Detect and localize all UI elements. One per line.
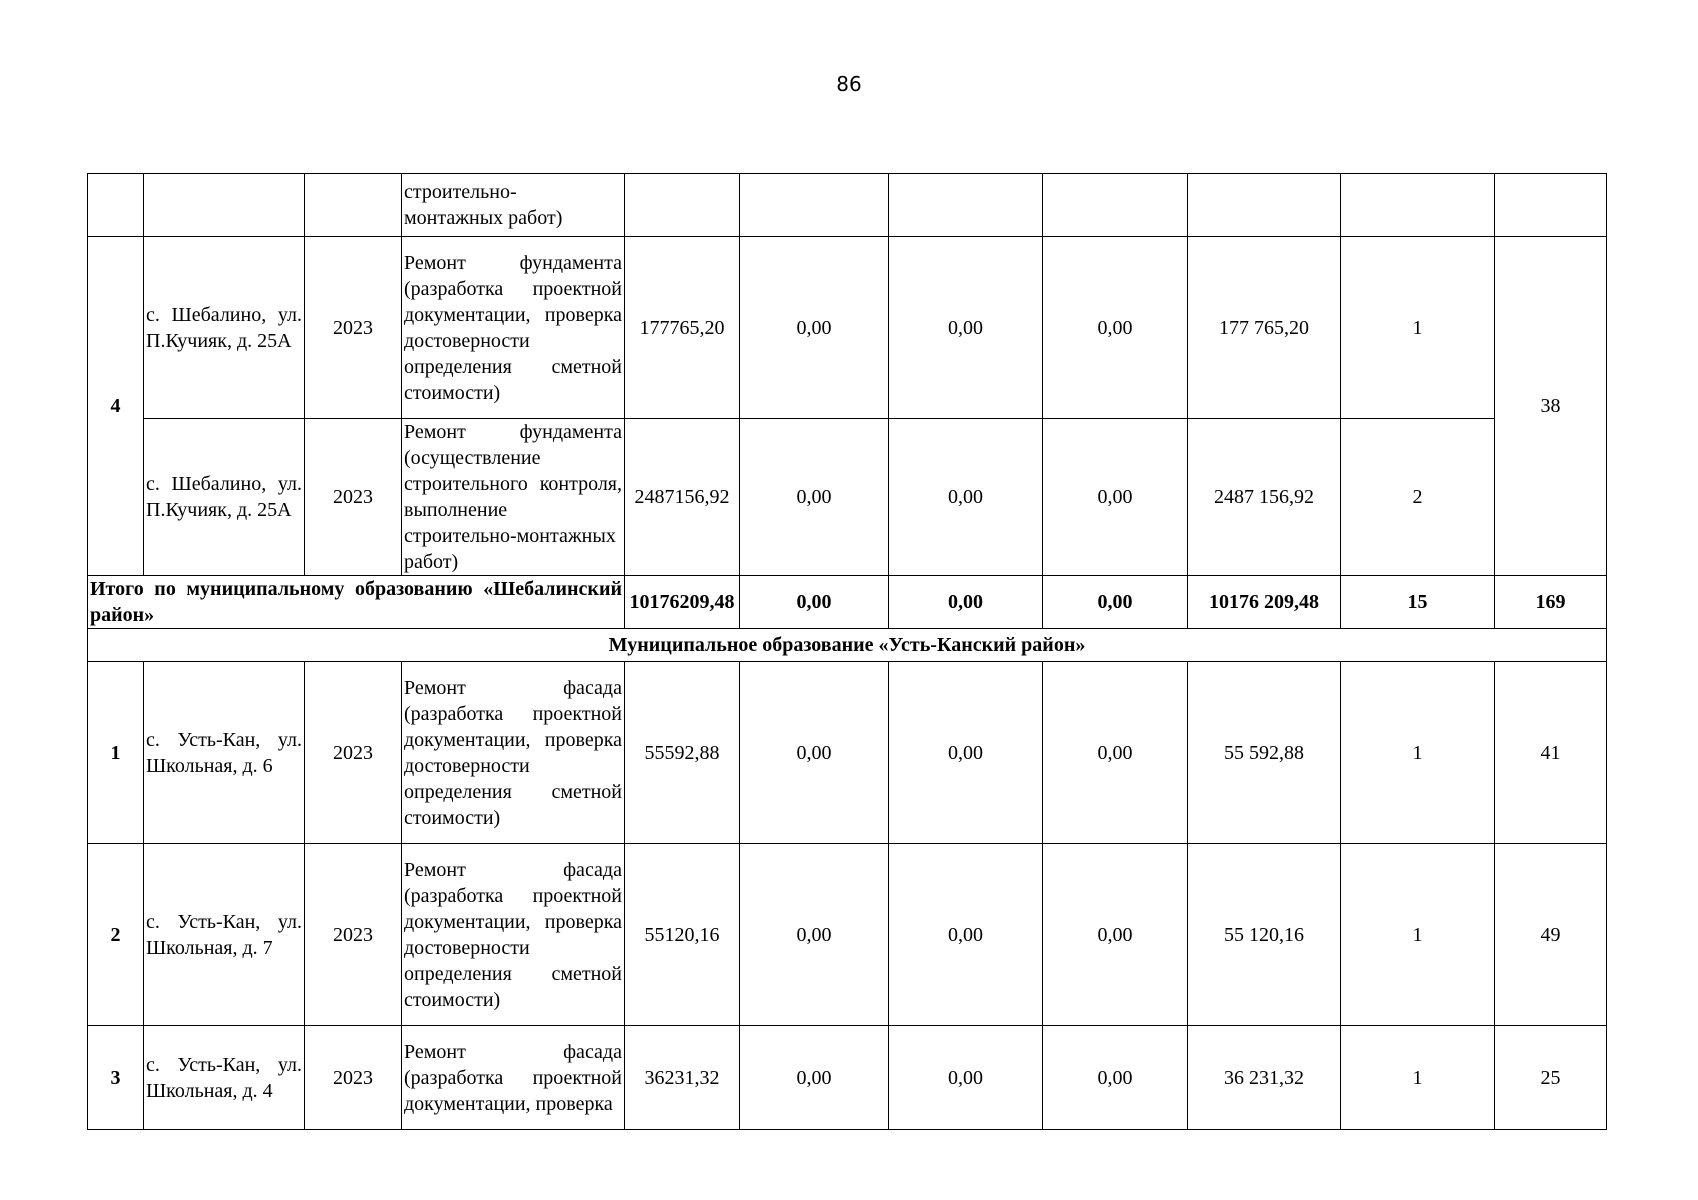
cell-count: 2 bbox=[1341, 419, 1495, 576]
row-index: 3 bbox=[88, 1026, 144, 1130]
cell-owners bbox=[1188, 174, 1341, 237]
total-regional: 0,00 bbox=[889, 576, 1043, 629]
cell-cost: 2487156,92 bbox=[625, 419, 740, 576]
cell-houses bbox=[1495, 174, 1607, 237]
cell-owners: 55 592,88 bbox=[1188, 662, 1341, 844]
cell-count: 1 bbox=[1341, 237, 1495, 419]
cell-owners: 55 120,16 bbox=[1188, 844, 1341, 1026]
cell-work: Ремонт фасада (разработка проектной документации, проверка достоверности определения сметной стоимости) bbox=[402, 844, 625, 1026]
cell-count: 1 bbox=[1341, 1026, 1495, 1130]
table-row bbox=[88, 844, 1607, 1026]
cell-regional: 0,00 bbox=[889, 237, 1043, 419]
cell-owners: 177 765,20 bbox=[1188, 237, 1341, 419]
section-title: Муниципальное образование «Усть-Канский район» bbox=[88, 629, 1607, 662]
cell-fund: 0,00 bbox=[740, 419, 889, 576]
cell-houses: 38 bbox=[1495, 237, 1607, 576]
total-fund: 0,00 bbox=[740, 576, 889, 629]
section-header-row bbox=[88, 629, 1607, 662]
cell-local: 0,00 bbox=[1043, 237, 1188, 419]
cell-local: 0,00 bbox=[1043, 419, 1188, 576]
cell-fund bbox=[740, 174, 889, 237]
total-cost: 10176209,48 bbox=[625, 576, 740, 629]
cell-address bbox=[144, 174, 305, 237]
table-row bbox=[88, 1026, 1607, 1130]
cell-cost: 55120,16 bbox=[625, 844, 740, 1026]
row-index: 1 bbox=[88, 662, 144, 844]
page-number: 86 bbox=[836, 72, 862, 96]
cell-address: с. Усть-Кан, ул. Школьная, д. 6 bbox=[144, 662, 305, 844]
table-row bbox=[88, 237, 1607, 419]
cell-fund: 0,00 bbox=[740, 237, 889, 419]
table-row-continuation bbox=[88, 174, 1607, 237]
cell-fund: 0,00 bbox=[740, 662, 889, 844]
cell-local: 0,00 bbox=[1043, 844, 1188, 1026]
table-row bbox=[88, 419, 1607, 576]
cell-cost: 36231,32 bbox=[625, 1026, 740, 1130]
cell-index bbox=[88, 174, 144, 237]
cell-fund: 0,00 bbox=[740, 844, 889, 1026]
cell-local bbox=[1043, 174, 1188, 237]
cell-year: 2023 bbox=[305, 1026, 402, 1130]
cell-count: 1 bbox=[1341, 662, 1495, 844]
cell-work: Ремонт фундамента (осуществление строительного контроля, выполнение строительно-монтажных работ) bbox=[402, 419, 625, 576]
cell-year bbox=[305, 174, 402, 237]
cell-work: Ремонт фасада (разработка проектной документации, проверка bbox=[402, 1026, 625, 1130]
cell-year: 2023 bbox=[305, 237, 402, 419]
cell-houses: 41 bbox=[1495, 662, 1607, 844]
cell-work: строительно- монтажных работ) bbox=[402, 174, 625, 237]
cell-regional bbox=[889, 174, 1043, 237]
table-row bbox=[88, 662, 1607, 844]
cell-cost: 55592,88 bbox=[625, 662, 740, 844]
cell-work: Ремонт фундамента (разработка проектной документации, проверка достоверности определения сметной стоимости) bbox=[402, 237, 625, 419]
cell-year: 2023 bbox=[305, 844, 402, 1026]
cell-owners: 2487 156,92 bbox=[1188, 419, 1341, 576]
total-houses: 169 bbox=[1495, 576, 1607, 629]
cell-year: 2023 bbox=[305, 662, 402, 844]
cell-local: 0,00 bbox=[1043, 662, 1188, 844]
cell-regional: 0,00 bbox=[889, 419, 1043, 576]
cell-count: 1 bbox=[1341, 844, 1495, 1026]
cell-cost: 177765,20 bbox=[625, 237, 740, 419]
cell-count bbox=[1341, 174, 1495, 237]
cell-work: Ремонт фасада (разработка проектной документации, проверка достоверности определения сметной стоимости) bbox=[402, 662, 625, 844]
cell-address: с. Усть-Кан, ул. Школьная, д. 4 bbox=[144, 1026, 305, 1130]
cell-address: с. Шебалино, ул. П.Кучияк, д. 25А bbox=[144, 237, 305, 419]
cell-regional: 0,00 bbox=[889, 662, 1043, 844]
cell-fund: 0,00 bbox=[740, 1026, 889, 1130]
cell-regional: 0,00 bbox=[889, 844, 1043, 1026]
row-index: 4 bbox=[88, 237, 144, 576]
cell-houses: 49 bbox=[1495, 844, 1607, 1026]
cell-regional: 0,00 bbox=[889, 1026, 1043, 1130]
total-owners: 10176 209,48 bbox=[1188, 576, 1341, 629]
cell-cost bbox=[625, 174, 740, 237]
row-index: 2 bbox=[88, 844, 144, 1026]
cell-owners: 36 231,32 bbox=[1188, 1026, 1341, 1130]
total-count: 15 bbox=[1341, 576, 1495, 629]
cell-address: с. Усть-Кан, ул. Школьная, д. 7 bbox=[144, 844, 305, 1026]
cell-local: 0,00 bbox=[1043, 1026, 1188, 1130]
cell-address: с. Шебалино, ул. П.Кучияк, д. 25А bbox=[144, 419, 305, 576]
total-label: Итого по муниципальному образованию «Шебалинский район» bbox=[88, 576, 625, 629]
total-row bbox=[88, 576, 1607, 629]
total-local: 0,00 bbox=[1043, 576, 1188, 629]
cell-houses: 25 bbox=[1495, 1026, 1607, 1130]
repair-program-table bbox=[87, 173, 1607, 1130]
cell-year: 2023 bbox=[305, 419, 402, 576]
